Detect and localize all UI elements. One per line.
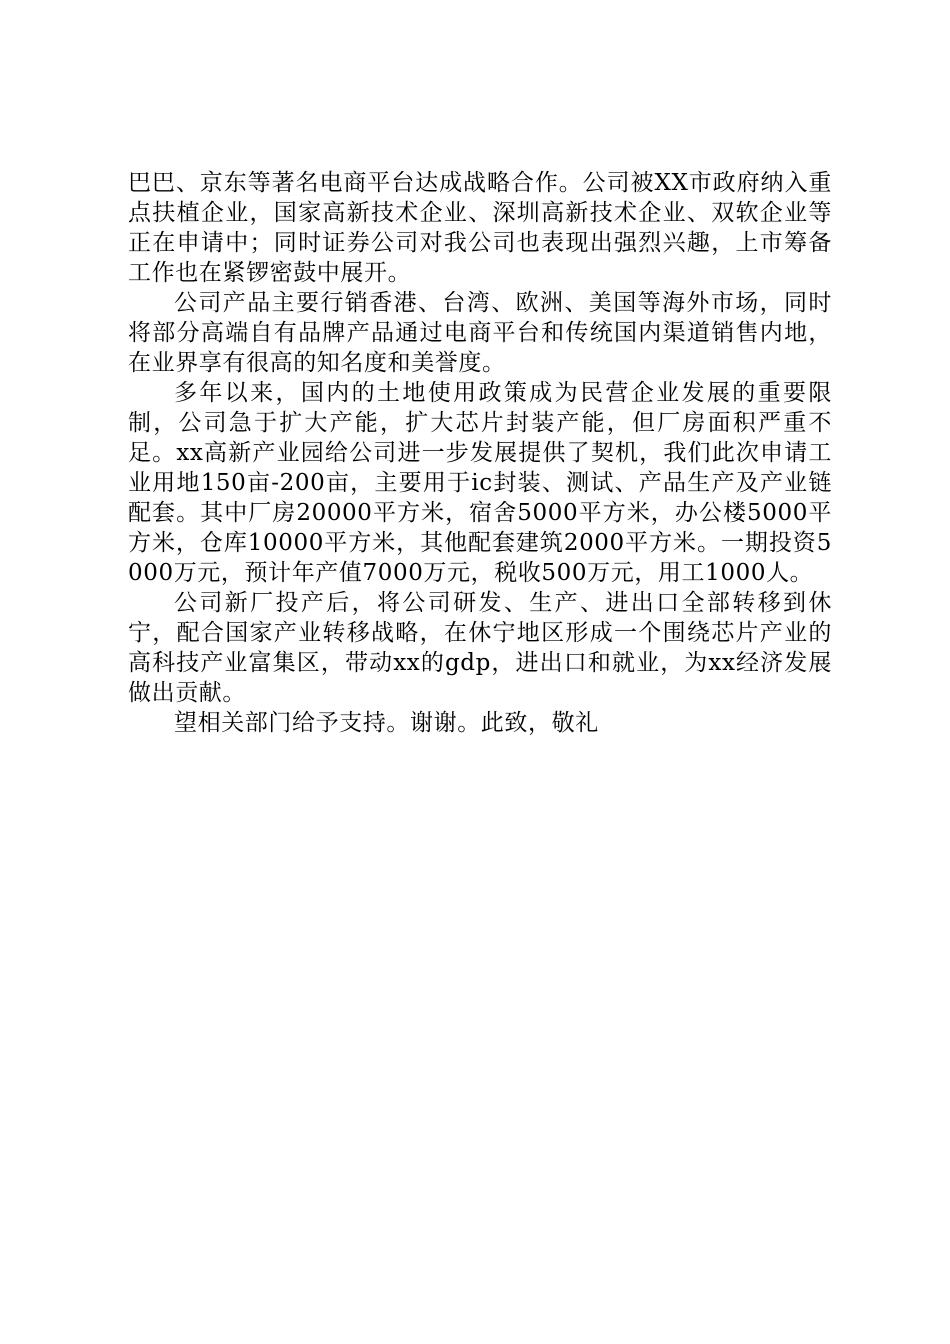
paragraph-continuation: 巴巴、京东等著名电商平台达成战略合作。公司被XX市政府纳入重点扶植企业，国家高新技术企业、深圳高新技术企业、双软企业等正在申请中；同时证券公司对我公司也表现出强烈兴趣，上市筹备工作也在紧锣密鼓中展开。 xyxy=(128,170,832,286)
paragraph-markets: 公司产品主要行销香港、台湾、欧洲、美国等海外市场，同时将部分高端自有品牌产品通过电商平台和传统国内渠道销售内地，在业界享有很高的知名度和美誉度。 xyxy=(128,290,832,376)
paragraph-new-factory: 公司新厂投产后，将公司研发、生产、进出口全部转移到休宁，配合国家产业转移战略，在休宁地区形成一个围绕芯片产业的高科技产业富集区，带动xx的gdp，进出口和就业，为xx经济发展做出贡献。 xyxy=(128,590,832,706)
document-body xyxy=(128,168,832,738)
paragraph-closing: 望相关部门给予支持。谢谢。此致，敬礼 xyxy=(174,710,599,736)
paragraph-land-application: 多年以来，国内的土地使用政策成为民营企业发展的重要限制，公司急于扩大产能，扩大芯片封装产能，但厂房面积严重不足。xx高新产业园给公司进一步发展提供了契机，我们此次申请工业用地150亩-200亩，主要用于ic封装、测试、产品生产及产业链配套。其中厂房20000平方米，宿舍5000平方米，办公楼5000平方米，仓库10000平方米，其他配套建筑2000平方米。一期投资5000万元，预计年产值7000万元，税收500万元，用工1000人。 xyxy=(128,380,832,586)
